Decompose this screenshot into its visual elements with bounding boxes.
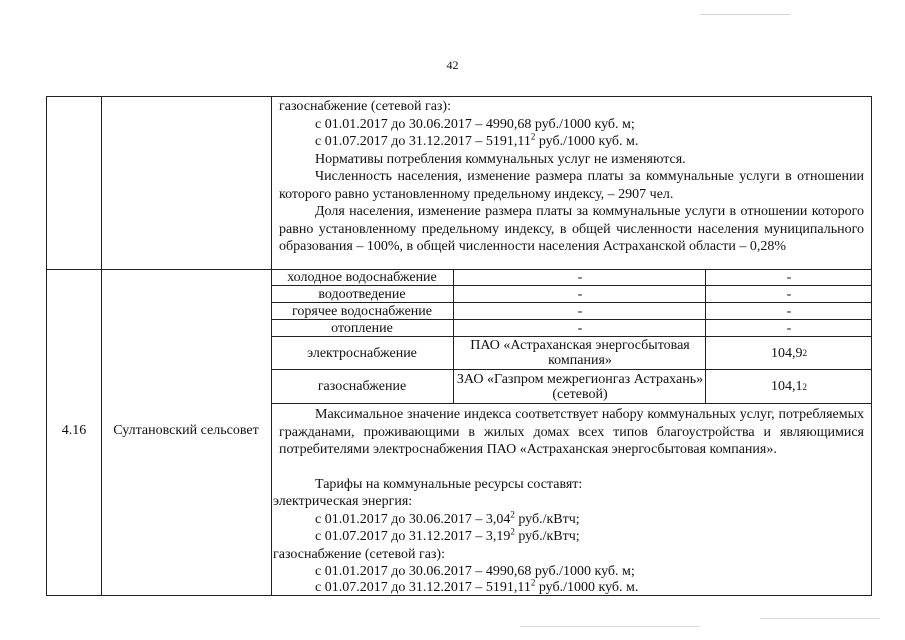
prev-population: Численность населения, изменение размера платы за коммунальные услуги в отношении которого равно установленному предельному индексу, – 2907 чел. (279, 169, 864, 202)
service-name: водоотведение (318, 286, 406, 302)
service-index: - (705, 303, 872, 319)
service-provider: - (453, 269, 706, 285)
row-number: 4.16 (61, 423, 87, 438)
service-name: холодное водоснабжение (287, 269, 437, 285)
service-provider: - (453, 286, 706, 302)
service-index: 104,1 2 (705, 370, 872, 403)
scan-mark (520, 626, 700, 627)
service-row (271, 337, 871, 370)
service-name: электроснабжение (307, 345, 417, 361)
electric-line-2: с 01.07.2017 до 31.12.2017 – 3,19$^2$ руб./кВтч; (315, 526, 580, 544)
service-row (271, 286, 871, 303)
service-row (271, 320, 871, 337)
prev-gas-line-1: с 01.01.2017 до 30.06.2017 – 4990,68 руб./1000 куб. м; (315, 117, 635, 132)
service-row (271, 269, 871, 286)
service-index: - (705, 269, 872, 285)
service-index: - (705, 286, 872, 302)
service-name: горячее водоснабжение (292, 303, 432, 319)
prev-gas-heading: газоснабжение (сетевой газ): (279, 99, 451, 114)
service-provider: ПАО «Астраханская энергосбытовая компания» (453, 337, 706, 369)
electric-line-1: с 01.01.2017 до 30.06.2017 – 3,04$^2$ руб./кВтч; (315, 509, 580, 527)
gas-line-1: с 01.01.2017 до 30.06.2017 – 4990,68 руб./1000 куб. м; (315, 564, 635, 579)
service-index: - (705, 320, 872, 336)
page-number: 42 (446, 58, 459, 72)
service-name: отопление (331, 320, 393, 336)
col-divider-number (101, 97, 102, 595)
municipality-name: Султановский сельсовет (113, 423, 259, 438)
scan-mark (760, 618, 880, 619)
prev-gas-line-2: с 01.07.2017 до 31.12.2017 – 5191,11$^2$ руб./1000 куб. м. (315, 131, 639, 149)
gas-line-2: с 01.07.2017 до 31.12.2017 – 5191,11$^2$ руб./1000 куб. м. (315, 577, 639, 595)
tariffs-heading: Тарифы на коммунальные ресурсы составят: (315, 477, 583, 492)
service-provider: ЗАО «Газпром межрегионгаз Астрахань» (сетевой) (453, 370, 706, 403)
gas-heading: газоснабжение (сетевой газ): (273, 547, 445, 562)
data-table (46, 96, 872, 596)
prev-share: Доля населения, изменение размера платы за коммунальные услуги в отношении которого равно установленному предельному индексу, в общей численности населения муниципального образования – 100%, в общей численности населения Астраханской области – 0,28% (279, 204, 864, 254)
prev-norms: Нормативы потребления коммунальных услуг не изменяются. (315, 152, 686, 167)
service-provider: - (453, 320, 706, 336)
service-row (271, 370, 871, 404)
services-subtable (271, 269, 871, 403)
electric-heading: электрическая энергия: (273, 494, 413, 509)
service-name: газоснабжение (317, 379, 407, 394)
service-provider: - (453, 303, 706, 319)
scan-mark (700, 14, 790, 15)
service-index: 104,9 2 (705, 337, 872, 369)
service-row (271, 303, 871, 320)
max-index-note: Максимальное значение индекса соответствует набору коммунальных услуг, потребляемых гражданами, проживающими в жилых домах всех типов благоустройства и являющимися потребителями электроснабжения ПАО «Астраханская энергосбытовая компания». (279, 407, 864, 457)
